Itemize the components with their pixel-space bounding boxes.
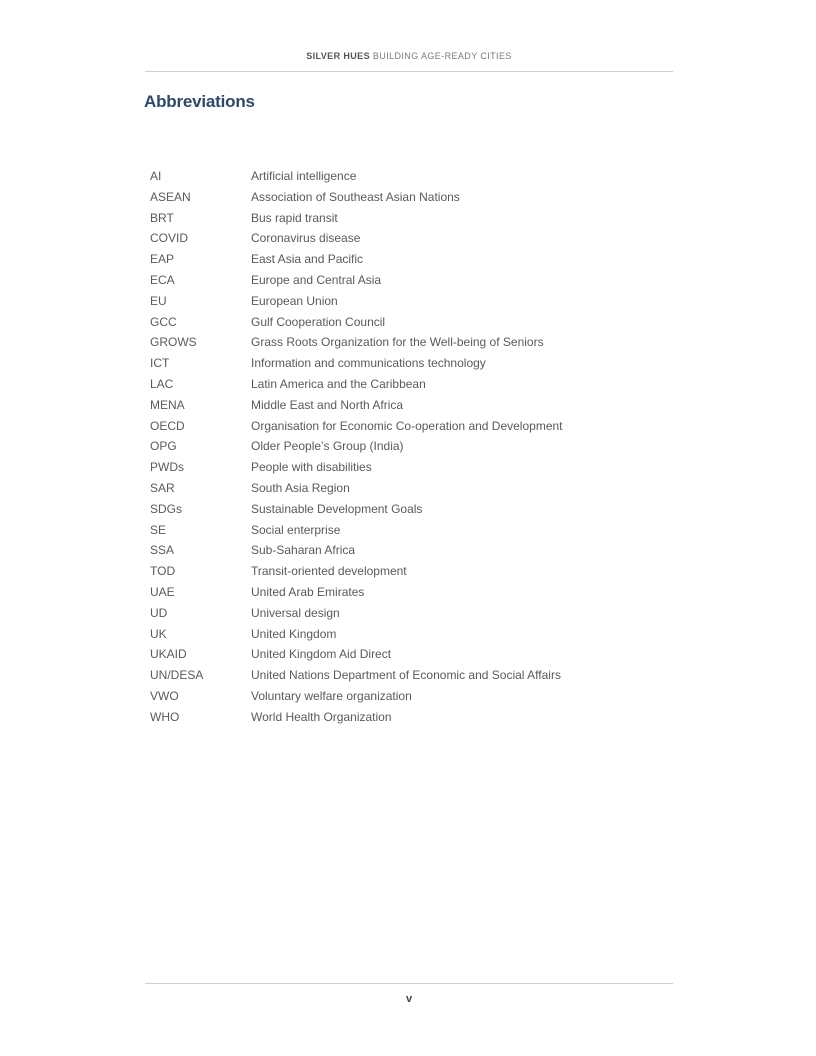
abbreviation-term: ASEAN bbox=[150, 189, 191, 204]
abbreviation-definition: United Nations Department of Economic and Social Affairs bbox=[251, 668, 561, 683]
abbreviation-row bbox=[150, 499, 670, 520]
abbreviation-definition: Transit-oriented development bbox=[251, 564, 407, 579]
abbreviation-term: SAR bbox=[150, 480, 175, 495]
abbreviation-definition: South Asia Region bbox=[251, 480, 350, 495]
abbreviation-definition: Social enterprise bbox=[251, 522, 341, 537]
abbreviation-row bbox=[150, 208, 670, 229]
abbreviation-row bbox=[150, 166, 670, 187]
abbreviation-definition: Universal design bbox=[251, 605, 340, 620]
abbreviation-term: UK bbox=[150, 626, 167, 641]
abbreviation-row bbox=[150, 416, 670, 437]
abbreviation-row bbox=[150, 457, 670, 478]
abbreviations-list bbox=[150, 166, 670, 728]
abbreviation-row bbox=[150, 187, 670, 208]
page-number: v bbox=[405, 993, 413, 1005]
abbreviation-definition: United Arab Emirates bbox=[251, 584, 365, 599]
abbreviation-term: AI bbox=[150, 169, 162, 183]
abbreviation-term: VWO bbox=[150, 688, 179, 703]
abbreviation-term: UN/DESA bbox=[150, 668, 204, 683]
abbreviation-term: SSA bbox=[150, 543, 175, 558]
abbreviation-definition: World Health Organization bbox=[251, 709, 392, 724]
abbreviation-definition: Organisation for Economic Co-operation and Development bbox=[251, 418, 563, 433]
abbreviation-row bbox=[150, 291, 670, 312]
abbreviation-definition: United Kingdom Aid Direct bbox=[251, 647, 392, 662]
header-report-name: SILVER HUES bbox=[306, 51, 370, 61]
abbreviation-row bbox=[150, 582, 670, 603]
running-header bbox=[145, 51, 673, 61]
abbreviation-term: BRT bbox=[150, 210, 174, 225]
abbreviation-term: COVID bbox=[150, 231, 189, 246]
abbreviation-row bbox=[150, 249, 670, 270]
abbreviation-term: SDGs bbox=[150, 501, 183, 516]
header-divider bbox=[145, 71, 673, 72]
abbreviation-term: ECA bbox=[150, 272, 175, 287]
abbreviation-definition: Information and communications technology bbox=[251, 356, 486, 371]
abbreviation-term: MENA bbox=[150, 397, 185, 412]
abbreviation-definition: Sub-Saharan Africa bbox=[251, 543, 356, 558]
abbreviation-definition: Gulf Cooperation Council bbox=[251, 314, 386, 329]
abbreviation-definition: East Asia and Pacific bbox=[251, 252, 364, 267]
abbreviation-term: ICT bbox=[150, 356, 170, 371]
abbreviation-row bbox=[150, 561, 670, 582]
abbreviation-term: WHO bbox=[150, 709, 180, 724]
abbreviation-definition: Grass Roots Organization for the Well-being of Seniors bbox=[251, 335, 544, 350]
abbreviation-definition: Latin America and the Caribbean bbox=[251, 376, 426, 391]
abbreviation-definition: Older People’s Group (India) bbox=[251, 439, 404, 454]
abbreviation-term: EU bbox=[150, 293, 167, 308]
abbreviation-definition: Middle East and North Africa bbox=[251, 397, 404, 412]
abbreviation-row bbox=[150, 270, 670, 291]
abbreviation-term: UD bbox=[150, 605, 168, 620]
abbreviation-term: PWDs bbox=[150, 460, 184, 475]
abbreviation-row bbox=[150, 665, 670, 686]
abbreviation-row bbox=[150, 707, 670, 728]
abbreviation-term: GROWS bbox=[150, 335, 197, 350]
abbreviation-definition: Europe and Central Asia bbox=[251, 272, 382, 287]
abbreviation-term: SE bbox=[150, 522, 167, 537]
abbreviation-row bbox=[150, 332, 670, 353]
abbreviation-row bbox=[150, 395, 670, 416]
abbreviation-term: UKAID bbox=[150, 647, 187, 662]
abbreviation-definition: United Kingdom bbox=[251, 626, 337, 641]
abbreviation-term: OECD bbox=[150, 418, 185, 433]
abbreviation-term: GCC bbox=[150, 314, 177, 329]
abbreviation-row bbox=[150, 686, 670, 707]
abbreviation-row bbox=[150, 436, 670, 457]
abbreviation-row bbox=[150, 624, 670, 645]
abbreviation-row bbox=[150, 374, 670, 395]
page-title: Abbreviations bbox=[144, 92, 255, 111]
abbreviation-term: TOD bbox=[150, 564, 176, 579]
abbreviation-definition: European Union bbox=[251, 293, 338, 308]
abbreviation-definition: People with disabilities bbox=[251, 460, 372, 475]
abbreviation-row bbox=[150, 520, 670, 541]
abbreviation-definition: Bus rapid transit bbox=[251, 210, 338, 225]
abbreviation-definition: Coronavirus disease bbox=[251, 231, 361, 246]
abbreviation-row bbox=[150, 312, 670, 333]
abbreviation-definition: Artificial intelligence bbox=[251, 169, 357, 183]
header-report-subtitle: BUILDING AGE-READY CITIES bbox=[372, 51, 512, 61]
abbreviation-term: OPG bbox=[150, 439, 177, 454]
abbreviation-row bbox=[150, 644, 670, 665]
abbreviation-row bbox=[150, 228, 670, 249]
abbreviation-term: EAP bbox=[150, 252, 175, 267]
abbreviation-term: LAC bbox=[150, 376, 174, 391]
abbreviation-definition: Association of Southeast Asian Nations bbox=[251, 189, 460, 204]
abbreviation-row bbox=[150, 603, 670, 624]
abbreviation-row bbox=[150, 540, 670, 561]
abbreviation-term: UAE bbox=[150, 584, 175, 599]
abbreviation-definition: Sustainable Development Goals bbox=[251, 501, 423, 516]
abbreviation-row bbox=[150, 353, 670, 374]
abbreviation-definition: Voluntary welfare organization bbox=[251, 688, 412, 703]
footer-divider bbox=[145, 983, 673, 984]
abbreviation-row bbox=[150, 478, 670, 499]
